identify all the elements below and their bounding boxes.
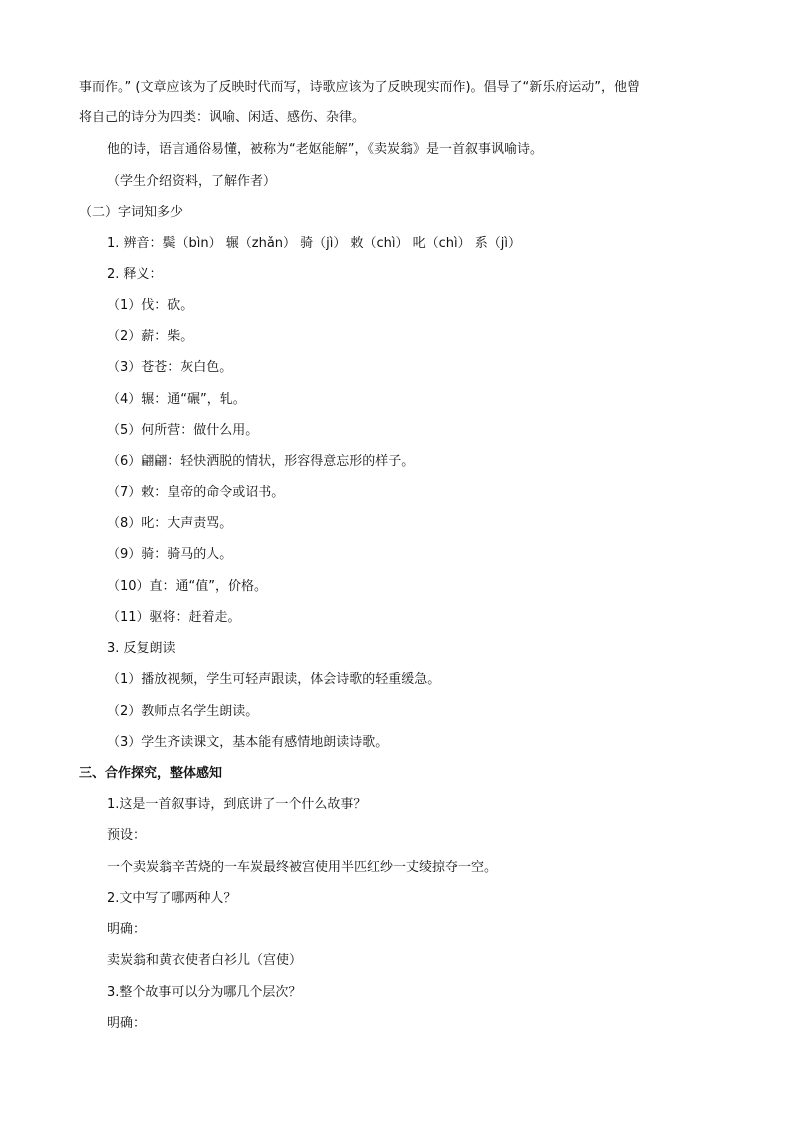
definition-item-10: （10）直：通“值”，价格。 xyxy=(107,579,268,594)
question-3: 3.整个故事可以分为哪几个层次？ xyxy=(107,985,302,1000)
definition-item-8: （8）叱：大声责骂。 xyxy=(107,516,233,531)
reading-item-1: （1）播放视频，学生可轻声跟读，体会诗歌的轻重缓急。 xyxy=(107,672,441,687)
answer-1: 一个卖炭翁辛苦烧的一车炭最终被宫使用半匹红纱一丈绫掠夺一空。 xyxy=(107,860,498,875)
text-line-2: 将自己的诗分为四类：讽喻、闲适、感伤、杂律。 xyxy=(79,110,366,125)
reading-item-3: （3）学生齐读课文，基本能有感情地朗读诗歌。 xyxy=(107,735,389,750)
definition-item-9: （9）骑：骑马的人。 xyxy=(107,547,233,562)
reading-heading: 3. 反复朗读 xyxy=(107,641,176,656)
section-heading-3: 三、合作探究，整体感知 xyxy=(79,766,223,781)
question-2: 2.文中写了哪两种人？ xyxy=(107,891,237,906)
definition-item-5: （5）何所营：做什么用。 xyxy=(107,423,259,438)
definition-item-11: （11）驱将：赶着走。 xyxy=(107,610,241,625)
clarify-label-2: 明确： xyxy=(107,1016,147,1031)
answer-2: 卖炭翁和黄衣使者白衫儿（宫使） xyxy=(107,953,303,968)
section-heading-2: （二）字词知多少 xyxy=(79,205,184,220)
preset-label: 预设： xyxy=(107,828,147,843)
definition-item-3: （3）苍苍：灰白色。 xyxy=(107,360,233,375)
text-line-3: 他的诗，语言通俗易懂，被称为“老妪能解”，《卖炭翁》是一首叙事讽喻诗。 xyxy=(107,142,543,157)
definition-item-6: （6）翩翩：轻快洒脱的情状，形容得意忘形的样子。 xyxy=(107,454,415,469)
text-line-1: 事而作。” (文章应该为了反映时代而写，诗歌应该为了反映现实而作)。倡导了“新乐府运动”，他曾 xyxy=(79,80,640,95)
definition-item-4: （4）辗：通“碾”，轧。 xyxy=(107,392,246,407)
definition-item-1: （1）伐：砍。 xyxy=(107,298,194,313)
question-1: 1.这是一首叙事诗，到底讲了一个什么故事？ xyxy=(107,797,367,812)
definition-item-7: （7）敕：皇帝的命令或诏书。 xyxy=(107,485,285,500)
pronunciation-line: 1. 辨音：鬓（bìn） 辗（zhǎn） 骑（jì） 敕（chì） 叱（chì） 系（jì） xyxy=(107,236,522,251)
definition-item-2: （2）薪：柴。 xyxy=(107,329,194,344)
definition-heading: 2. 释义： xyxy=(107,267,163,282)
text-line-4: （学生介绍资料，了解作者） xyxy=(107,174,277,189)
clarify-label-1: 明确： xyxy=(107,922,147,937)
reading-item-2: （2）教师点名学生朗读。 xyxy=(107,704,259,719)
